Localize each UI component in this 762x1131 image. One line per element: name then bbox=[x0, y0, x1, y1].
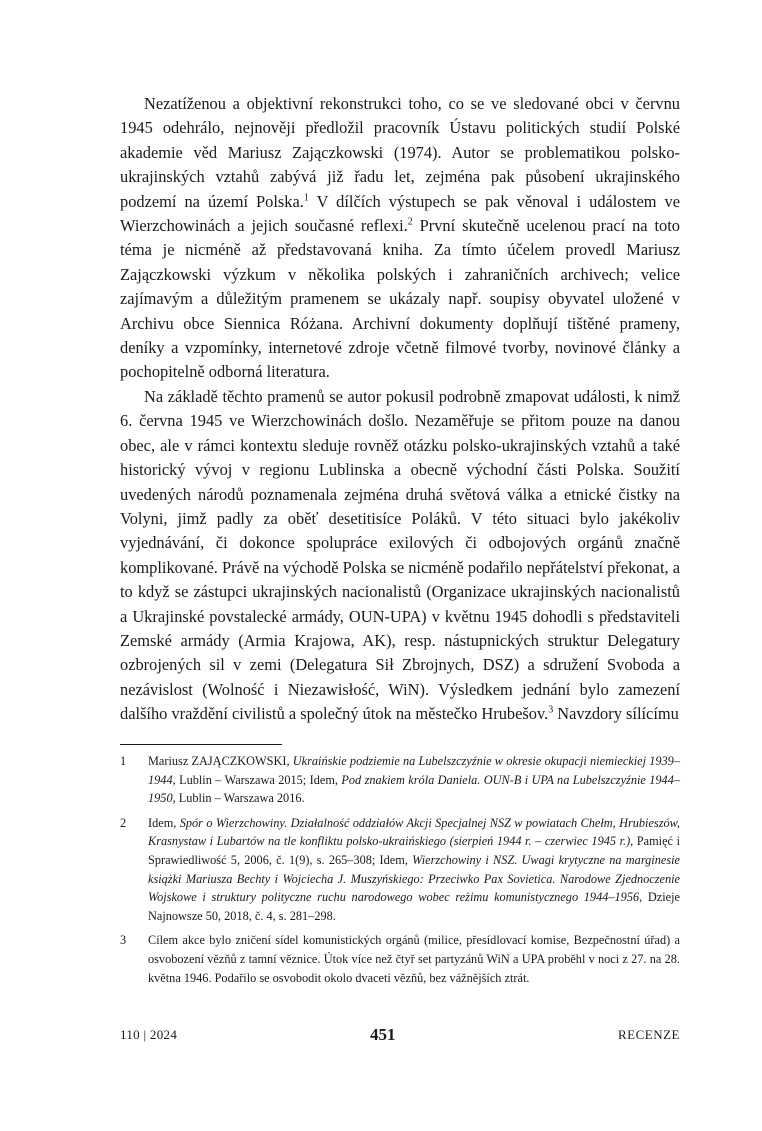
footnote-text bbox=[148, 752, 680, 808]
issue-label: 110 | 2024 bbox=[120, 1027, 178, 1042]
paragraph-text: Na základě těchto pramenů se autor pokusil podrobně zmapovat události, k nimž 6. června 1945 ve Wierzchowinách došlo. Nezaměřuje se přitom pouze na danou obec, ale v rámci kontextu sleduje rovněž otázku polsko-ukrajinských vztahů a také historický vývoj v regionu Lublinska a obecně východní části Polska. Soužití uvedených národů poznamenala zejména druhá světová válka a etnické čistky na Volyni, jimž padly za oběť desetitisíce Poláků. V této situaci bylo jakékoliv vyjednávání, či dokonce spolupráce exilových či odbojových orgánů značně komplikované. Právě na východě Polska se nicméně podařilo nepřátelství překonat, a to když se zástupci ukrajinských nacionalistů (Organizace ukrajinských nacionalistů a Ukrajinské povstalecké armády, OUN-UPA) v květnu 1945 dohodli s představiteli Zemské armády (Armia Krajowa, AK), resp. nástupnických struktur Delegatury ozbrojených sil v zemi (Delegatura Sił Zbrojnych, DSZ) a sdružení Svoboda a nezávislost (Wolność i Niezawisłość, WiN). Výsledkem jednání bylo zamezení dalšího vraždění civilistů a společný útok na městečko Hrubešov. bbox=[120, 386, 680, 724]
footnote-ref: 3 bbox=[548, 704, 554, 716]
paragraph-text: V dílčích výstupech se pak věnoval i událostem ve Wierzchowinách a jejich současné reflexi. bbox=[120, 191, 680, 236]
paragraph bbox=[120, 92, 680, 385]
footnote bbox=[120, 814, 680, 926]
page-number: 451 bbox=[370, 1025, 396, 1044]
footnote-divider bbox=[120, 744, 282, 745]
paragraph-text: Navzdory sílícímu bbox=[553, 704, 679, 724]
footnote-number: 2 bbox=[120, 815, 127, 830]
footnote-title: Wierzchowiny i NSZ. Uwagi krytyczne na marginesie książki Mariusza Bechty i Wojciecha J. Muszyńskiego: Przeciwko Pax Sovietica. Narodowe Zjednoczenie Wojskowe i struktury polityczne ruchu narodowego wobec reżimu komunistycznego 1944–1956 bbox=[148, 852, 680, 905]
footnote-number: 1 bbox=[120, 754, 127, 768]
footnote-run: , Pamięć i Sprawiedliwość 5, 2006, č. 1(9), s. 265–308; Idem, bbox=[148, 834, 680, 867]
section-label: RECENZE bbox=[618, 1027, 680, 1042]
footnote bbox=[120, 752, 680, 808]
footnote bbox=[120, 931, 680, 987]
footnote-run: , Lublin – Warszawa 2016. bbox=[172, 791, 305, 806]
footnote-title: Spór o Wierzchowiny. Działalność oddziałów Akcji Specjalnej NSZ w powiatach Chełm, Hrubieszów, Krasnystaw i Lubartów na tle konfliktu polsko-ukraińskiego (sierpień 1944 r. – czerwiec 1945 r.) bbox=[148, 815, 680, 849]
footnote-run: , Dzieje Najnowsze 50, 2018, č. 4, s. 281–298. bbox=[148, 890, 680, 923]
footnote-run: Idem, bbox=[148, 815, 180, 830]
paragraph-text: První skutečně ucelenou prací na toto téma je nicméně až představovaná kniha. Za tímto účelem provedl Mariusz Zajączkowski výzkum v několika polských i zahraničních archivech; velice zajímavým a důležitým pramenem se ukázaly např. soupisy obyvatel uložené v Archivu obce Siennica Różana. Archivní dokumenty doplňují tištěné prameny, deníky a vzpomínky, internetové zdroje včetně filmové tvorby, novinové články a pochopitelně odborná literatura. bbox=[120, 216, 680, 382]
footnote-run: , Lublin – Warszawa 2015; Idem, bbox=[172, 772, 342, 787]
footnote-number: 3 bbox=[120, 933, 127, 948]
footnote-ref: 2 bbox=[407, 216, 413, 228]
footnote-title: Pod znakiem króla Daniela. OUN-B i UPA na Lubelszczyźnie 1944–1950 bbox=[148, 772, 680, 806]
paragraph-text: Nezatíženou a objektivní rekonstrukci toho, co se ve sledované obci v červnu 1945 odehrálo, nejnověji předložil pracovník Ústavu politických studií Polské akademie věd Mariusz Zajączkowski (1974). Autor se problematikou polsko-ukrajinských vztahů zabývá již řadu let, zejména pak působení ukrajinského podzemí na území Polska. bbox=[120, 94, 680, 211]
paragraph bbox=[120, 385, 680, 727]
main-text bbox=[120, 92, 680, 727]
footnote-title: Ukraińskie podziemie na Lubelszczyźnie w okresie okupacji niemieckiej 1939–1944 bbox=[148, 754, 680, 787]
footnote-run: Mariusz ZAJĄCZKOWSKI, bbox=[148, 754, 293, 768]
footnote-text bbox=[148, 814, 680, 926]
footnote-ref: 1 bbox=[303, 192, 309, 204]
footnote-run: Cílem akce bylo zničení sídel komunistických orgánů (milice, přesídlovací komise, Bezpečnostní úřad) a osvobození vězňů z tamní věznice. Útok více než čtyř set partyzánů WiN a UPA proběhl v noci z 27. na 28. května 1946. Podařilo se osvobodit okolo dvaceti vězňů, bez vážnějších ztrát. bbox=[148, 933, 680, 985]
footnote-text bbox=[148, 931, 680, 987]
footnotes bbox=[120, 752, 680, 993]
